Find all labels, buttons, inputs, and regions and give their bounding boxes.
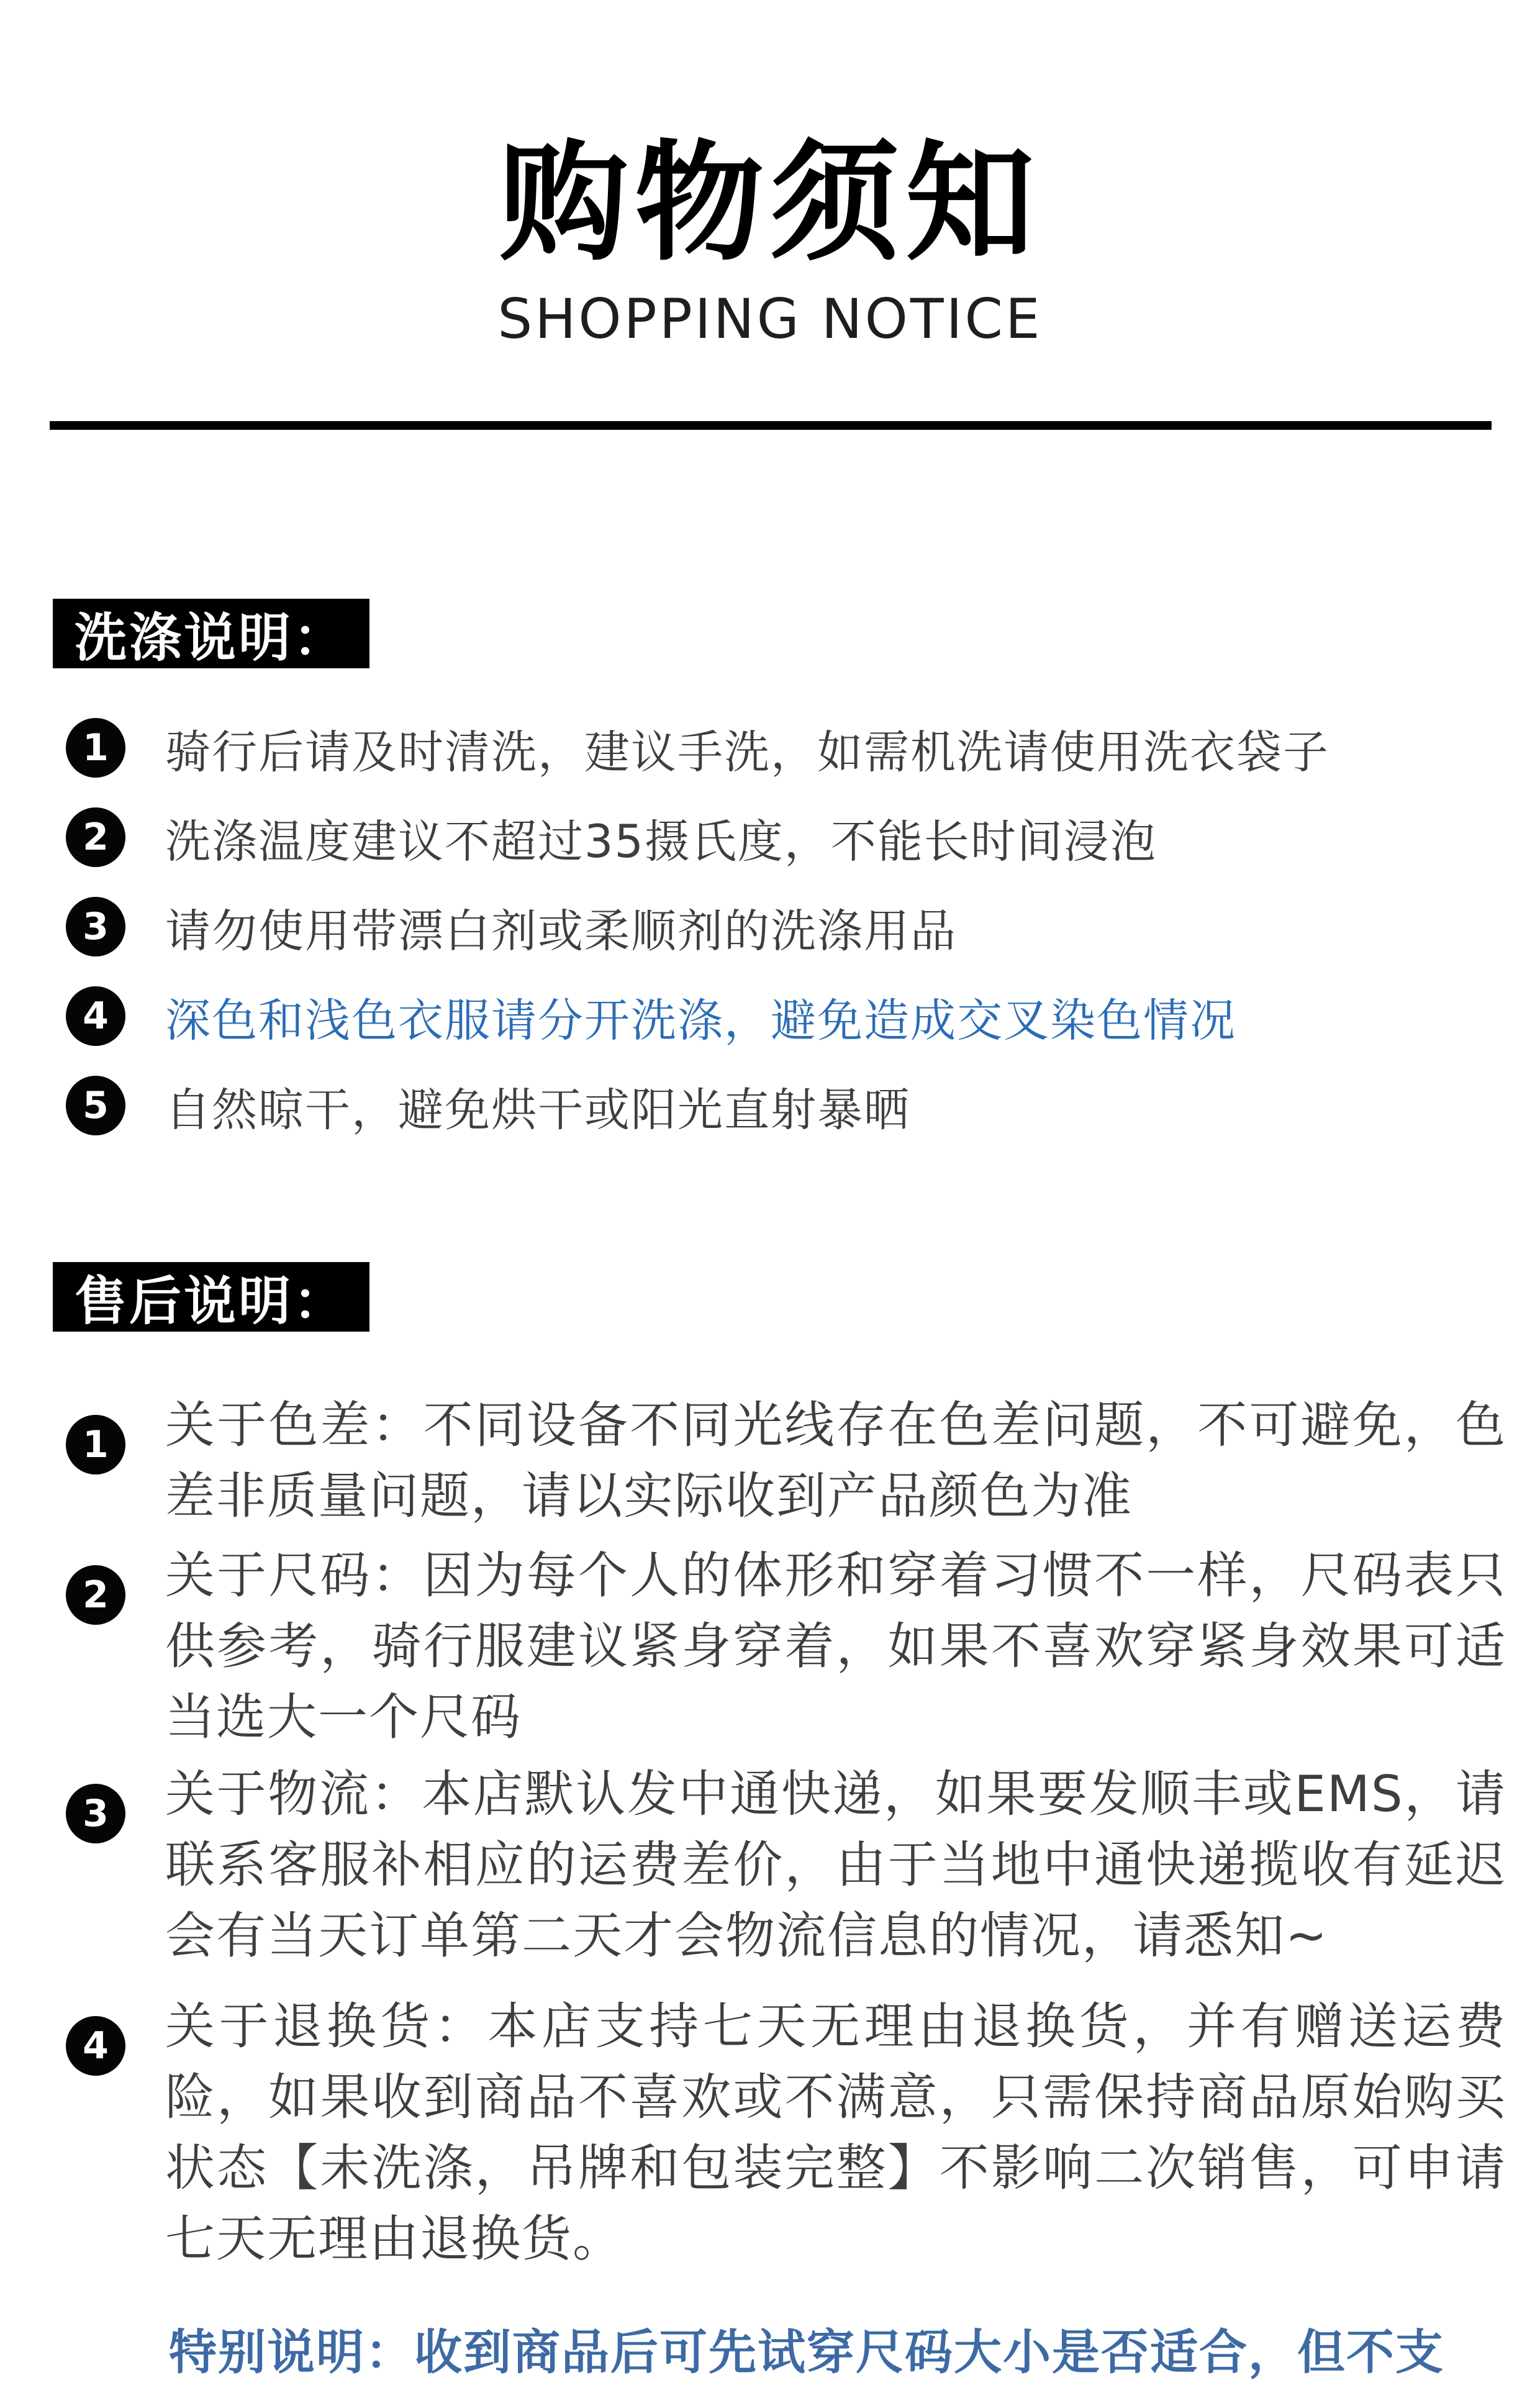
page-title: 购物须知 xyxy=(499,129,1041,279)
page-subtitle: SHOPPING NOTICE xyxy=(497,287,1043,352)
number-badge: 2 xyxy=(66,1565,125,1625)
wash-section-header: 洗涤说明： xyxy=(53,599,369,668)
wash-item-text: 自然晾干，避免烘干或阳光直射暴晒 xyxy=(165,1083,910,1137)
aftersale-section-header: 售后说明： xyxy=(53,1262,369,1332)
aftersale-item-text: 关于物流：本店默认发中通快递，如果要发顺丰或EMS，请联系客服补相应的运费差价，由于当地中通快递揽收有延迟会有当天订单第二天才会物流信息的情况，请悉知~ xyxy=(165,1765,1506,1965)
horizontal-divider xyxy=(50,421,1492,430)
wash-item-text: 骑行后请及时清洗，建议手洗，如需机洗请使用洗衣袋子 xyxy=(165,725,1329,779)
wash-item xyxy=(66,1061,1329,1150)
wash-item xyxy=(66,971,1329,1061)
wash-item xyxy=(66,882,1329,971)
aftersale-item-text: 关于尺码：因为每个人的体形和穿着习惯不一样，尺码表只供参考，骑行服建议紧身穿着，如果不喜欢穿紧身效果可适当选大一个尺码 xyxy=(165,1547,1506,1746)
aftersale-item xyxy=(66,1759,1506,1971)
number-badge: 1 xyxy=(66,1415,125,1474)
wash-instructions-list xyxy=(66,703,1329,1150)
aftersale-item xyxy=(66,1390,1506,1532)
number-badge: 1 xyxy=(66,718,125,778)
number-badge: 4 xyxy=(66,986,125,1046)
wash-item-text: 请勿使用带漂白剂或柔顺剂的洗涤用品 xyxy=(165,904,957,958)
number-badge: 3 xyxy=(66,897,125,956)
aftersale-item-text: 关于色差：不同设备不同光线存在色差问题，不可避免，色差非质量问题，请以实际收到产品颜色为准 xyxy=(165,1396,1506,1525)
special-note: 特别说明：收到商品后可先试穿尺码大小是否适合，但不支 xyxy=(169,2325,1444,2381)
aftersale-item-text: 关于退换货：本店支持七天无理由退换货，并有赠送运费险，如果收到商品不喜欢或不满意，只需保持商品原始购买状态【未洗涤，吊牌和包装完整】不影响二次销售，可申请七天无理由退换货。 xyxy=(165,1997,1506,2268)
aftersale-item xyxy=(66,1991,1506,2274)
wash-item xyxy=(66,703,1329,793)
number-badge: 5 xyxy=(66,1076,125,1135)
number-badge: 4 xyxy=(66,2016,125,2076)
number-badge: 3 xyxy=(66,1784,125,1843)
number-badge: 2 xyxy=(66,807,125,867)
wash-item-text: 洗涤温度建议不超过35摄氏度，不能长时间浸泡 xyxy=(165,815,1157,868)
wash-item-text: 深色和浅色衣服请分开洗涤，避免造成交叉染色情况 xyxy=(165,994,1236,1047)
aftersale-item xyxy=(66,1540,1506,1753)
wash-item xyxy=(66,793,1329,882)
title-block xyxy=(0,129,1540,352)
